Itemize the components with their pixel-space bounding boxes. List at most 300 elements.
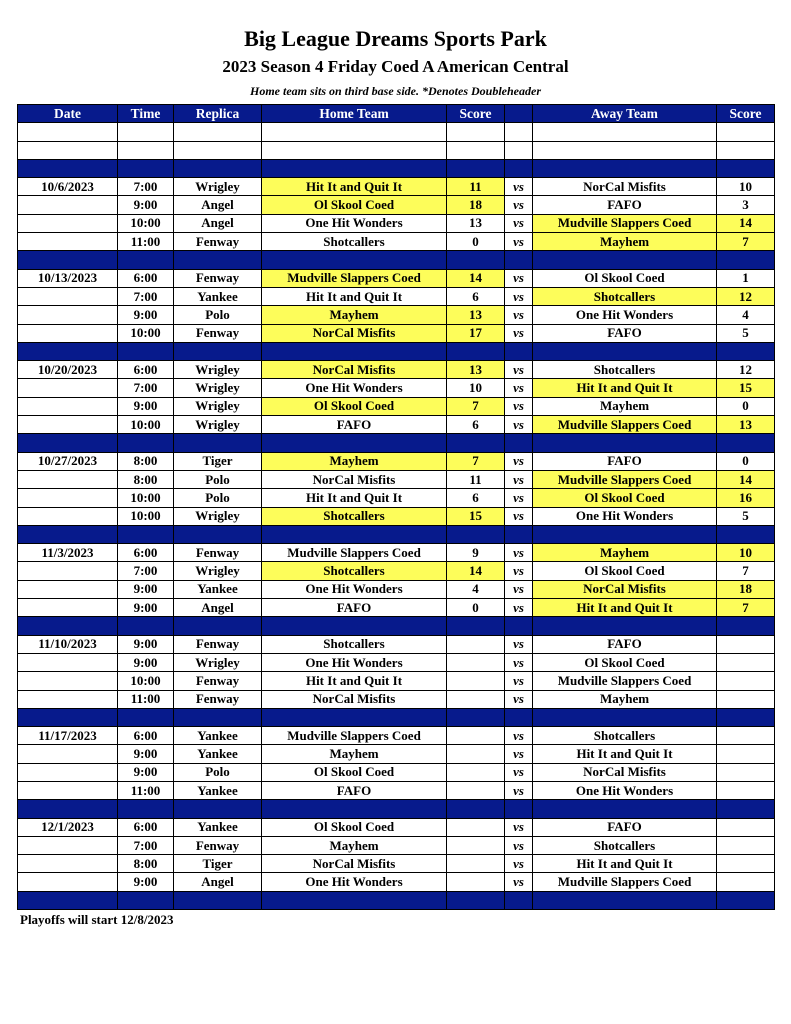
game-field: Polo bbox=[174, 306, 262, 324]
game-row bbox=[18, 855, 775, 873]
game-date: 10/6/2023 bbox=[18, 178, 118, 196]
home-score: 14 bbox=[447, 269, 505, 287]
home-score bbox=[447, 653, 505, 671]
home-score: 13 bbox=[447, 306, 505, 324]
away-team: Mudville Slappers Coed bbox=[533, 873, 717, 891]
game-row bbox=[18, 672, 775, 690]
game-date bbox=[18, 836, 118, 854]
home-score bbox=[447, 763, 505, 781]
playoffs-note: Playoffs will start 12/8/2023 bbox=[20, 912, 174, 927]
game-time: 9:00 bbox=[118, 763, 174, 781]
game-date bbox=[18, 653, 118, 671]
away-score: 15 bbox=[717, 379, 775, 397]
game-field: Wrigley bbox=[174, 653, 262, 671]
away-score: 0 bbox=[717, 452, 775, 470]
game-date bbox=[18, 306, 118, 324]
week-separator-row bbox=[18, 891, 775, 909]
game-time: 8:00 bbox=[118, 452, 174, 470]
home-team: Hit It and Quit It bbox=[262, 672, 447, 690]
home-team: FAFO bbox=[262, 416, 447, 434]
game-field: Yankee bbox=[174, 287, 262, 305]
game-date bbox=[18, 599, 118, 617]
home-team: Hit It and Quit It bbox=[262, 287, 447, 305]
game-date: 11/10/2023 bbox=[18, 635, 118, 653]
away-score: 5 bbox=[717, 507, 775, 525]
vs-label: vs bbox=[505, 470, 533, 488]
game-date bbox=[18, 324, 118, 342]
game-date bbox=[18, 196, 118, 214]
vs-label: vs bbox=[505, 745, 533, 763]
game-row bbox=[18, 233, 775, 251]
home-team: One Hit Wonders bbox=[262, 653, 447, 671]
game-field: Polo bbox=[174, 763, 262, 781]
home-team: Mudville Slappers Coed bbox=[262, 727, 447, 745]
away-score: 5 bbox=[717, 324, 775, 342]
away-team: Mayhem bbox=[533, 690, 717, 708]
away-team: Mudville Slappers Coed bbox=[533, 416, 717, 434]
vs-label: vs bbox=[505, 635, 533, 653]
game-date bbox=[18, 580, 118, 598]
home-score: 13 bbox=[447, 214, 505, 232]
away-score bbox=[717, 836, 775, 854]
away-team: Mudville Slappers Coed bbox=[533, 470, 717, 488]
vs-label: vs bbox=[505, 836, 533, 854]
game-field: Angel bbox=[174, 196, 262, 214]
away-score bbox=[717, 818, 775, 836]
column-header-home-score: Score bbox=[447, 105, 505, 123]
game-row bbox=[18, 544, 775, 562]
away-team: Ol Skool Coed bbox=[533, 562, 717, 580]
home-team: Mayhem bbox=[262, 306, 447, 324]
schedule-table bbox=[17, 104, 775, 910]
away-score: 7 bbox=[717, 233, 775, 251]
home-score bbox=[447, 855, 505, 873]
game-date bbox=[18, 507, 118, 525]
game-date bbox=[18, 873, 118, 891]
game-row bbox=[18, 818, 775, 836]
game-field: Angel bbox=[174, 214, 262, 232]
game-time: 11:00 bbox=[118, 233, 174, 251]
game-field: Wrigley bbox=[174, 379, 262, 397]
home-team: NorCal Misfits bbox=[262, 855, 447, 873]
home-score bbox=[447, 836, 505, 854]
game-date: 11/17/2023 bbox=[18, 727, 118, 745]
game-time: 10:00 bbox=[118, 416, 174, 434]
away-score: 1 bbox=[717, 269, 775, 287]
vs-label: vs bbox=[505, 196, 533, 214]
away-team: Shotcallers bbox=[533, 287, 717, 305]
game-time: 6:00 bbox=[118, 361, 174, 379]
schedule-body bbox=[18, 123, 775, 910]
away-team: Ol Skool Coed bbox=[533, 489, 717, 507]
away-score bbox=[717, 855, 775, 873]
game-date bbox=[18, 763, 118, 781]
home-team: FAFO bbox=[262, 781, 447, 799]
home-score: 0 bbox=[447, 599, 505, 617]
game-row bbox=[18, 397, 775, 415]
column-header-time: Time bbox=[118, 105, 174, 123]
away-score: 3 bbox=[717, 196, 775, 214]
game-row bbox=[18, 379, 775, 397]
home-score: 13 bbox=[447, 361, 505, 379]
vs-label: vs bbox=[505, 489, 533, 507]
home-team: NorCal Misfits bbox=[262, 690, 447, 708]
vs-label: vs bbox=[505, 818, 533, 836]
vs-label: vs bbox=[505, 672, 533, 690]
game-date bbox=[18, 489, 118, 507]
away-score: 10 bbox=[717, 544, 775, 562]
game-time: 9:00 bbox=[118, 873, 174, 891]
game-time: 11:00 bbox=[118, 781, 174, 799]
away-team: Mayhem bbox=[533, 397, 717, 415]
away-team: Hit It and Quit It bbox=[533, 855, 717, 873]
game-time: 9:00 bbox=[118, 306, 174, 324]
home-score: 4 bbox=[447, 580, 505, 598]
home-team: NorCal Misfits bbox=[262, 324, 447, 342]
home-team: Mudville Slappers Coed bbox=[262, 269, 447, 287]
away-team: Mayhem bbox=[533, 544, 717, 562]
away-team: Shotcallers bbox=[533, 727, 717, 745]
away-team: One Hit Wonders bbox=[533, 507, 717, 525]
vs-label: vs bbox=[505, 416, 533, 434]
home-score: 15 bbox=[447, 507, 505, 525]
game-field: Polo bbox=[174, 489, 262, 507]
home-team: Ol Skool Coed bbox=[262, 397, 447, 415]
game-date: 10/13/2023 bbox=[18, 269, 118, 287]
game-field: Tiger bbox=[174, 855, 262, 873]
game-row bbox=[18, 580, 775, 598]
game-time: 10:00 bbox=[118, 489, 174, 507]
home-score: 7 bbox=[447, 397, 505, 415]
game-date bbox=[18, 214, 118, 232]
away-team: FAFO bbox=[533, 818, 717, 836]
away-team: Hit It and Quit It bbox=[533, 379, 717, 397]
vs-label: vs bbox=[505, 727, 533, 745]
home-score bbox=[447, 690, 505, 708]
game-row bbox=[18, 287, 775, 305]
vs-label: vs bbox=[505, 379, 533, 397]
game-date bbox=[18, 672, 118, 690]
game-date: 12/1/2023 bbox=[18, 818, 118, 836]
blank-row bbox=[18, 141, 775, 159]
home-team: Mayhem bbox=[262, 836, 447, 854]
game-date bbox=[18, 562, 118, 580]
home-team: NorCal Misfits bbox=[262, 470, 447, 488]
page-subtitle: 2023 Season 4 Friday Coed A American Central bbox=[222, 57, 569, 76]
game-field: Yankee bbox=[174, 818, 262, 836]
game-date bbox=[18, 470, 118, 488]
vs-label: vs bbox=[505, 324, 533, 342]
game-date bbox=[18, 233, 118, 251]
away-team: FAFO bbox=[533, 324, 717, 342]
away-team: Ol Skool Coed bbox=[533, 269, 717, 287]
home-team: Ol Skool Coed bbox=[262, 196, 447, 214]
game-time: 7:00 bbox=[118, 287, 174, 305]
home-team: NorCal Misfits bbox=[262, 361, 447, 379]
game-field: Wrigley bbox=[174, 416, 262, 434]
home-score bbox=[447, 672, 505, 690]
game-field: Yankee bbox=[174, 580, 262, 598]
home-team: Shotcallers bbox=[262, 507, 447, 525]
column-header-replica: Replica bbox=[174, 105, 262, 123]
game-row bbox=[18, 507, 775, 525]
away-team: Mayhem bbox=[533, 233, 717, 251]
away-score: 7 bbox=[717, 599, 775, 617]
home-team: One Hit Wonders bbox=[262, 580, 447, 598]
home-team: Shotcallers bbox=[262, 562, 447, 580]
game-date bbox=[18, 397, 118, 415]
game-row bbox=[18, 306, 775, 324]
week-separator-row bbox=[18, 617, 775, 635]
vs-label: vs bbox=[505, 452, 533, 470]
game-field: Wrigley bbox=[174, 562, 262, 580]
game-time: 11:00 bbox=[118, 690, 174, 708]
game-date bbox=[18, 287, 118, 305]
game-time: 8:00 bbox=[118, 470, 174, 488]
game-time: 7:00 bbox=[118, 178, 174, 196]
home-score: 11 bbox=[447, 470, 505, 488]
away-score bbox=[717, 781, 775, 799]
home-team: Shotcallers bbox=[262, 635, 447, 653]
game-row bbox=[18, 727, 775, 745]
vs-label: vs bbox=[505, 507, 533, 525]
game-time: 9:00 bbox=[118, 397, 174, 415]
column-header-vs bbox=[505, 105, 533, 123]
page-title: Big League Dreams Sports Park bbox=[244, 26, 547, 51]
game-row bbox=[18, 470, 775, 488]
away-team: One Hit Wonders bbox=[533, 306, 717, 324]
vs-label: vs bbox=[505, 544, 533, 562]
game-field: Yankee bbox=[174, 727, 262, 745]
away-score: 0 bbox=[717, 397, 775, 415]
away-score bbox=[717, 745, 775, 763]
vs-label: vs bbox=[505, 178, 533, 196]
away-score: 10 bbox=[717, 178, 775, 196]
away-team: Hit It and Quit It bbox=[533, 599, 717, 617]
game-row bbox=[18, 690, 775, 708]
away-team: NorCal Misfits bbox=[533, 580, 717, 598]
game-field: Yankee bbox=[174, 745, 262, 763]
game-time: 6:00 bbox=[118, 727, 174, 745]
away-team: NorCal Misfits bbox=[533, 178, 717, 196]
blank-row bbox=[18, 123, 775, 141]
vs-label: vs bbox=[505, 214, 533, 232]
game-row bbox=[18, 452, 775, 470]
away-team: One Hit Wonders bbox=[533, 781, 717, 799]
game-time: 10:00 bbox=[118, 214, 174, 232]
home-score: 17 bbox=[447, 324, 505, 342]
away-team: Hit It and Quit It bbox=[533, 745, 717, 763]
away-team: FAFO bbox=[533, 196, 717, 214]
home-team: Shotcallers bbox=[262, 233, 447, 251]
home-team: Mudville Slappers Coed bbox=[262, 544, 447, 562]
game-field: Fenway bbox=[174, 269, 262, 287]
away-team: NorCal Misfits bbox=[533, 763, 717, 781]
game-time: 6:00 bbox=[118, 818, 174, 836]
vs-label: vs bbox=[505, 580, 533, 598]
home-score: 14 bbox=[447, 562, 505, 580]
game-field: Fenway bbox=[174, 635, 262, 653]
game-date bbox=[18, 416, 118, 434]
week-separator-row bbox=[18, 708, 775, 726]
home-score: 11 bbox=[447, 178, 505, 196]
game-time: 9:00 bbox=[118, 653, 174, 671]
game-row bbox=[18, 269, 775, 287]
away-score: 12 bbox=[717, 287, 775, 305]
away-score bbox=[717, 690, 775, 708]
column-header-home-team: Home Team bbox=[262, 105, 447, 123]
away-score: 7 bbox=[717, 562, 775, 580]
game-time: 6:00 bbox=[118, 269, 174, 287]
game-field: Yankee bbox=[174, 781, 262, 799]
away-team: FAFO bbox=[533, 635, 717, 653]
game-date: 11/3/2023 bbox=[18, 544, 118, 562]
game-row bbox=[18, 873, 775, 891]
home-team: One Hit Wonders bbox=[262, 379, 447, 397]
game-time: 9:00 bbox=[118, 196, 174, 214]
game-field: Fenway bbox=[174, 544, 262, 562]
game-field: Fenway bbox=[174, 836, 262, 854]
away-score bbox=[717, 672, 775, 690]
game-time: 6:00 bbox=[118, 544, 174, 562]
game-date bbox=[18, 781, 118, 799]
vs-label: vs bbox=[505, 306, 533, 324]
home-score: 6 bbox=[447, 489, 505, 507]
week-separator-row bbox=[18, 159, 775, 177]
game-time: 7:00 bbox=[118, 836, 174, 854]
home-score: 9 bbox=[447, 544, 505, 562]
column-header-date: Date bbox=[18, 105, 118, 123]
away-score: 4 bbox=[717, 306, 775, 324]
home-score bbox=[447, 727, 505, 745]
game-row bbox=[18, 653, 775, 671]
home-score bbox=[447, 635, 505, 653]
game-row bbox=[18, 599, 775, 617]
home-team: Hit It and Quit It bbox=[262, 178, 447, 196]
game-field: Tiger bbox=[174, 452, 262, 470]
vs-label: vs bbox=[505, 781, 533, 799]
game-field: Wrigley bbox=[174, 507, 262, 525]
home-score: 10 bbox=[447, 379, 505, 397]
game-time: 9:00 bbox=[118, 599, 174, 617]
game-time: 9:00 bbox=[118, 635, 174, 653]
game-field: Angel bbox=[174, 873, 262, 891]
home-team: Ol Skool Coed bbox=[262, 763, 447, 781]
away-score: 14 bbox=[717, 470, 775, 488]
game-date bbox=[18, 379, 118, 397]
game-row bbox=[18, 836, 775, 854]
game-row bbox=[18, 196, 775, 214]
game-time: 7:00 bbox=[118, 562, 174, 580]
away-team: Shotcallers bbox=[533, 836, 717, 854]
game-date: 10/20/2023 bbox=[18, 361, 118, 379]
away-score bbox=[717, 763, 775, 781]
game-field: Polo bbox=[174, 470, 262, 488]
away-team: Mudville Slappers Coed bbox=[533, 672, 717, 690]
vs-label: vs bbox=[505, 397, 533, 415]
game-field: Fenway bbox=[174, 233, 262, 251]
game-date bbox=[18, 855, 118, 873]
away-team: Ol Skool Coed bbox=[533, 653, 717, 671]
home-team: Mayhem bbox=[262, 452, 447, 470]
table-header-row bbox=[18, 105, 775, 123]
vs-label: vs bbox=[505, 653, 533, 671]
game-row bbox=[18, 763, 775, 781]
away-team: Shotcallers bbox=[533, 361, 717, 379]
vs-label: vs bbox=[505, 361, 533, 379]
column-header-away-team: Away Team bbox=[533, 105, 717, 123]
week-separator-row bbox=[18, 342, 775, 360]
home-team: One Hit Wonders bbox=[262, 214, 447, 232]
home-score: 7 bbox=[447, 452, 505, 470]
game-field: Wrigley bbox=[174, 397, 262, 415]
game-row bbox=[18, 214, 775, 232]
vs-label: vs bbox=[505, 269, 533, 287]
away-score: 14 bbox=[717, 214, 775, 232]
game-time: 10:00 bbox=[118, 672, 174, 690]
game-time: 8:00 bbox=[118, 855, 174, 873]
away-score: 16 bbox=[717, 489, 775, 507]
game-field: Fenway bbox=[174, 672, 262, 690]
away-score bbox=[717, 635, 775, 653]
column-header-away-score: Score bbox=[717, 105, 775, 123]
game-date bbox=[18, 690, 118, 708]
away-team: FAFO bbox=[533, 452, 717, 470]
game-time: 9:00 bbox=[118, 745, 174, 763]
week-separator-row bbox=[18, 800, 775, 818]
game-row bbox=[18, 489, 775, 507]
home-team: FAFO bbox=[262, 599, 447, 617]
game-row bbox=[18, 178, 775, 196]
vs-label: vs bbox=[505, 763, 533, 781]
game-time: 10:00 bbox=[118, 507, 174, 525]
home-score bbox=[447, 745, 505, 763]
game-row bbox=[18, 562, 775, 580]
game-field: Angel bbox=[174, 599, 262, 617]
game-row bbox=[18, 745, 775, 763]
vs-label: vs bbox=[505, 233, 533, 251]
home-score bbox=[447, 873, 505, 891]
away-score bbox=[717, 873, 775, 891]
game-date: 10/27/2023 bbox=[18, 452, 118, 470]
week-separator-row bbox=[18, 434, 775, 452]
game-row bbox=[18, 361, 775, 379]
game-row bbox=[18, 416, 775, 434]
game-field: Wrigley bbox=[174, 361, 262, 379]
game-row bbox=[18, 324, 775, 342]
game-field: Fenway bbox=[174, 324, 262, 342]
game-time: 10:00 bbox=[118, 324, 174, 342]
home-score: 6 bbox=[447, 287, 505, 305]
home-score bbox=[447, 818, 505, 836]
home-score: 0 bbox=[447, 233, 505, 251]
away-team: Mudville Slappers Coed bbox=[533, 214, 717, 232]
home-team: Ol Skool Coed bbox=[262, 818, 447, 836]
away-score bbox=[717, 727, 775, 745]
week-separator-row bbox=[18, 251, 775, 269]
away-score bbox=[717, 653, 775, 671]
away-score: 13 bbox=[717, 416, 775, 434]
home-score: 18 bbox=[447, 196, 505, 214]
home-score: 6 bbox=[447, 416, 505, 434]
game-field: Fenway bbox=[174, 690, 262, 708]
game-row bbox=[18, 635, 775, 653]
home-team: Mayhem bbox=[262, 745, 447, 763]
away-score: 12 bbox=[717, 361, 775, 379]
vs-label: vs bbox=[505, 855, 533, 873]
week-separator-row bbox=[18, 525, 775, 543]
home-score bbox=[447, 781, 505, 799]
